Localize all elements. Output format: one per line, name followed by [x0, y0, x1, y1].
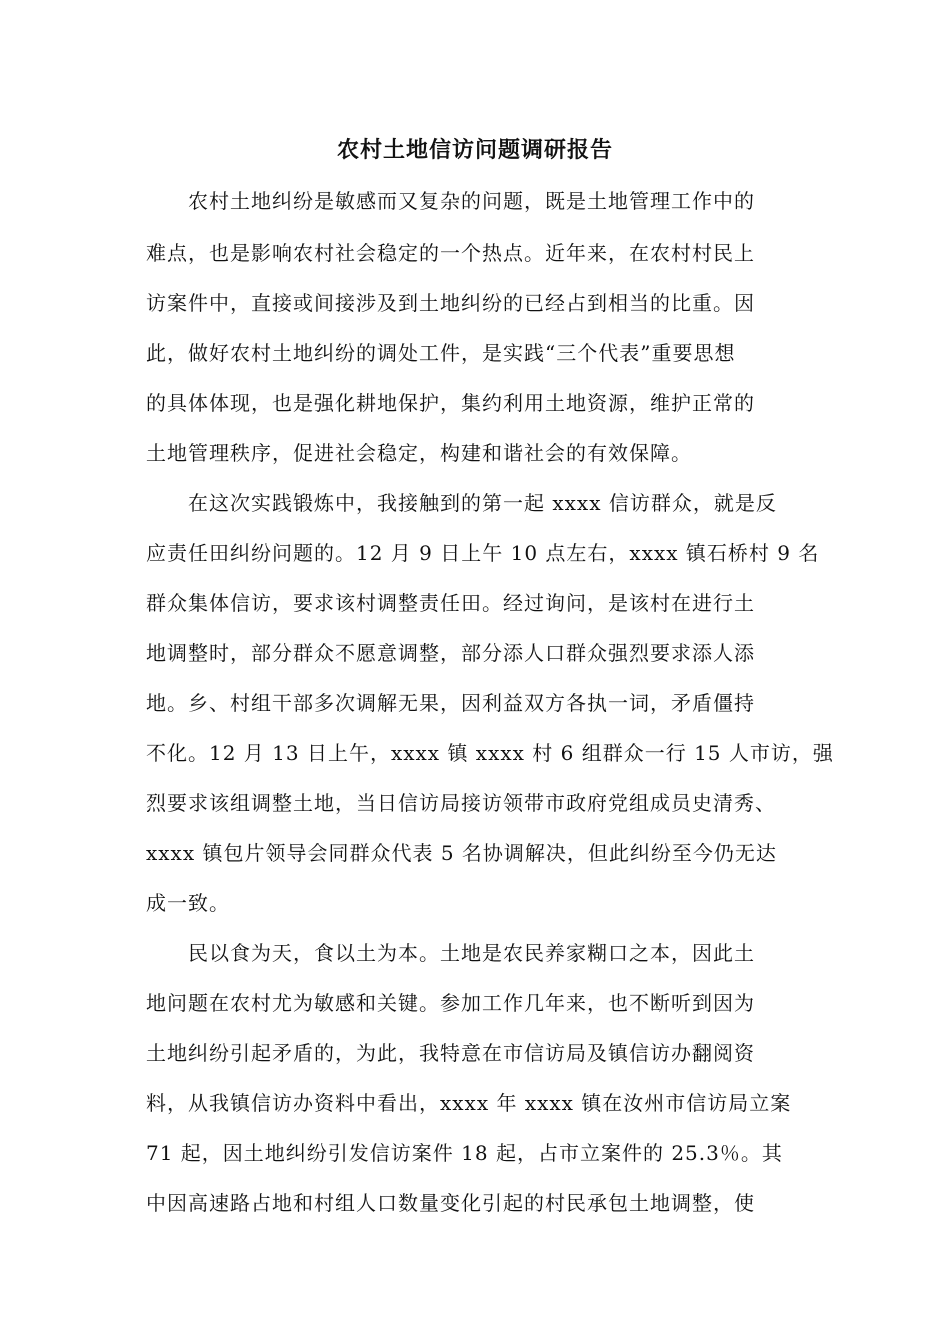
paragraph-1-line-1: 农村土地纠纷是敏感而又复杂的问题，既是土地管理工作中的: [188, 189, 755, 213]
paragraph-2-line-2: 应责任田纠纷问题的。12 月 9 日上午 10 点左右，xxxx 镇石桥村 9 名: [146, 541, 820, 565]
paragraph-1-line-3: 访案件中，直接或间接涉及到土地纠纷的已经占到相当的比重。因: [146, 291, 755, 315]
paragraph-2-line-7: 烈要求该组调整土地，当日信访局接访领带市政府党组成员史清秀、: [146, 791, 776, 815]
paragraph-1-line-6: 土地管理秩序，促进社会稳定，构建和谐社会的有效保障。: [146, 441, 692, 465]
document-title: 农村土地信访问题调研报告: [336, 137, 613, 163]
paragraph-3-line-3: 土地纠纷引起矛盾的，为此，我特意在市信访局及镇信访办翻阅资: [146, 1041, 755, 1065]
paragraph-2-line-9: 成一致。: [146, 891, 230, 915]
paragraph-2-line-8: xxxx 镇包片领导会同群众代表 5 名协调解决，但此纠纷至今仍无达: [146, 841, 777, 865]
paragraph-2-line-1: 在这次实践锻炼中，我接触到的第一起 xxxx 信访群众，就是反: [188, 491, 777, 515]
paragraph-2-line-5: 地。乡、村组干部多次调解无果，因利益双方各执一词，矛盾僵持: [146, 691, 755, 715]
paragraph-2-line-3: 群众集体信访，要求该村调整责任田。经过询问，是该村在进行土: [146, 591, 755, 615]
paragraph-1-line-4: 此，做好农村土地纠纷的调处工件，是实践“三个代表”重要思想: [146, 341, 736, 365]
paragraph-1-line-5: 的具体体现，也是强化耕地保护，集约利用土地资源，维护正常的: [146, 391, 755, 415]
paragraph-3-line-1: 民以食为天，食以土为本。土地是农民养家糊口之本，因此土: [188, 941, 755, 965]
paragraph-1-line-2: 难点，也是影响农村社会稳定的一个热点。近年来，在农村村民上: [146, 241, 755, 265]
paragraph-3-line-5: 71 起，因土地纠纷引发信访案件 18 起，占市立案件的 25.3％。其: [146, 1141, 783, 1165]
paragraph-3-line-4: 料，从我镇信访办资料中看出，xxxx 年 xxxx 镇在汝州市信访局立案: [146, 1091, 792, 1115]
paragraph-3-line-6: 中因高速路占地和村组人口数量变化引起的村民承包土地调整，使: [146, 1191, 755, 1215]
paragraph-2-line-6: 不化。12 月 13 日上午，xxxx 镇 xxxx 村 6 组群众一行 15 人市访，强: [146, 741, 834, 765]
paragraph-3-line-2: 地问题在农村尤为敏感和关键。参加工作几年来，也不断听到因为: [146, 991, 755, 1015]
paragraph-2-line-4: 地调整时，部分群众不愿意调整，部分添人口群众强烈要求添人添: [146, 641, 755, 665]
